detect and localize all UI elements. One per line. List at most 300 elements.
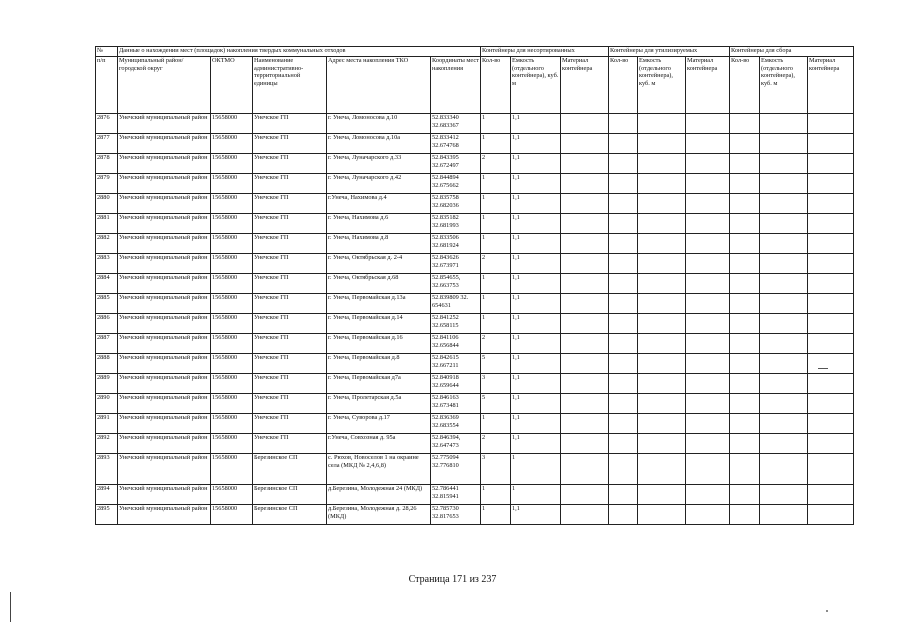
- row-number: 2891: [96, 414, 118, 434]
- row-number: 2893: [96, 454, 118, 485]
- empty-cell: [686, 214, 730, 234]
- table-row: [96, 505, 854, 525]
- address-cell: г. Унеча, Нахимова д.6: [327, 214, 431, 234]
- territory-cell: Унечское ГП: [253, 174, 327, 194]
- empty-cell: [561, 134, 609, 154]
- row-number: 2882: [96, 234, 118, 254]
- table-row: [96, 374, 854, 394]
- coords-cell: 52.835182 32.681993: [431, 214, 481, 234]
- address-cell: г. Унеча, Ломоносова д.10: [327, 114, 431, 134]
- empty-cell: [730, 134, 760, 154]
- capacity-cell: 1,1: [511, 194, 561, 214]
- oktmo-cell: 15658000: [211, 454, 253, 485]
- row-number: 2880: [96, 194, 118, 214]
- qty-cell: 2: [481, 334, 511, 354]
- capacity-cell: 1,1: [511, 214, 561, 234]
- table-row: [96, 434, 854, 454]
- empty-cell: [561, 294, 609, 314]
- qty-cell: 2: [481, 154, 511, 174]
- empty-cell: [609, 314, 638, 334]
- territory-cell: Березинское СП: [253, 505, 327, 525]
- table-row: [96, 234, 854, 254]
- district-cell: Унечский муниципальный район: [118, 194, 211, 214]
- qty-cell: 1: [481, 174, 511, 194]
- district-cell: Унечский муниципальный район: [118, 114, 211, 134]
- header-pp: п/п: [96, 57, 118, 114]
- empty-cell: [638, 454, 686, 485]
- table-row: [96, 314, 854, 334]
- coords-cell: 52.840918 32.659644: [431, 374, 481, 394]
- qty-cell: 3: [481, 454, 511, 485]
- oktmo-cell: 15658000: [211, 234, 253, 254]
- waste-sites-table: [95, 46, 854, 525]
- capacity-cell: 1,1: [511, 374, 561, 394]
- table-row: [96, 254, 854, 274]
- row-number: 2881: [96, 214, 118, 234]
- oktmo-cell: 15658000: [211, 485, 253, 505]
- coords-cell: 52.843395 32.672497: [431, 154, 481, 174]
- empty-cell: [609, 354, 638, 374]
- territory-cell: Унечское ГП: [253, 114, 327, 134]
- coords-cell: 52.841252 32.658115: [431, 314, 481, 334]
- oktmo-cell: 15658000: [211, 134, 253, 154]
- empty-cell: [609, 434, 638, 454]
- address-cell: д.Березина, Молодежная д. 28,26 (МКД): [327, 505, 431, 525]
- capacity-cell: 1,1: [511, 294, 561, 314]
- header-group-collect: Контейнеры для сбора: [730, 47, 854, 57]
- capacity-cell: 1,1: [511, 434, 561, 454]
- territory-cell: Унечское ГП: [253, 254, 327, 274]
- empty-cell: [638, 294, 686, 314]
- empty-cell: [561, 234, 609, 254]
- empty-cell: [686, 194, 730, 214]
- capacity-cell: 1,1: [511, 274, 561, 294]
- header-capacity-collect: Емкость (отдельного контейнера), куб. м: [760, 57, 808, 114]
- empty-cell: [638, 214, 686, 234]
- empty-cell: [808, 314, 854, 334]
- empty-cell: [760, 114, 808, 134]
- header-municipal: Муниципальный район/городской округ: [118, 57, 211, 114]
- oktmo-cell: 15658000: [211, 174, 253, 194]
- empty-cell: [686, 314, 730, 334]
- empty-cell: [561, 505, 609, 525]
- territory-cell: Унечское ГП: [253, 194, 327, 214]
- row-number: 2888: [96, 354, 118, 374]
- header-territory: Наименование административно-территориальной единицы: [253, 57, 327, 114]
- empty-cell: [609, 234, 638, 254]
- empty-cell: [609, 294, 638, 314]
- header-qty-recycle: Кол-во: [609, 57, 638, 114]
- row-number: 2878: [96, 154, 118, 174]
- address-cell: г. Унеча, Нахимова д.8: [327, 234, 431, 254]
- address-cell: г. Унеча, Первомайская д.13а: [327, 294, 431, 314]
- empty-cell: [760, 314, 808, 334]
- territory-cell: Унечское ГП: [253, 354, 327, 374]
- scan-dot: [826, 610, 828, 612]
- empty-cell: [609, 394, 638, 414]
- header-qty-collect: Кол-во: [730, 57, 760, 114]
- empty-cell: [609, 454, 638, 485]
- header-material-recycle: Материал контейнера: [686, 57, 730, 114]
- qty-cell: 1: [481, 134, 511, 154]
- empty-cell: [760, 454, 808, 485]
- empty-cell: [760, 485, 808, 505]
- header-capacity-unsorted: Емкость (отдельного контейнера), куб. м: [511, 57, 561, 114]
- empty-cell: [730, 354, 760, 374]
- district-cell: Унечский муниципальный район: [118, 154, 211, 174]
- empty-cell: [760, 374, 808, 394]
- empty-cell: [808, 485, 854, 505]
- oktmo-cell: 15658000: [211, 334, 253, 354]
- address-cell: г. Унеча, Суворова д.17: [327, 414, 431, 434]
- qty-cell: 1: [481, 214, 511, 234]
- empty-cell: [808, 354, 854, 374]
- capacity-cell: 1,1: [511, 414, 561, 434]
- oktmo-cell: 15658000: [211, 394, 253, 414]
- empty-cell: [808, 254, 854, 274]
- empty-cell: [609, 114, 638, 134]
- table-row: [96, 414, 854, 434]
- territory-cell: Унечское ГП: [253, 134, 327, 154]
- empty-cell: [638, 414, 686, 434]
- header-no: №: [96, 47, 118, 57]
- district-cell: Унечский муниципальный район: [118, 294, 211, 314]
- empty-cell: [609, 505, 638, 525]
- empty-cell: [686, 134, 730, 154]
- empty-cell: [808, 134, 854, 154]
- address-cell: г. Унеча, Октябрьская д.68: [327, 274, 431, 294]
- empty-cell: [760, 354, 808, 374]
- row-number: 2877: [96, 134, 118, 154]
- empty-cell: [760, 394, 808, 414]
- capacity-cell: 1,1: [511, 314, 561, 334]
- empty-cell: [609, 274, 638, 294]
- address-cell: с. Рюхов, Новоселов 1 на окраине села (МКД № 2,4,6,8): [327, 454, 431, 485]
- empty-cell: [760, 214, 808, 234]
- oktmo-cell: 15658000: [211, 154, 253, 174]
- district-cell: Унечский муниципальный район: [118, 505, 211, 525]
- empty-cell: [561, 114, 609, 134]
- territory-cell: Унечское ГП: [253, 154, 327, 174]
- empty-cell: [561, 214, 609, 234]
- empty-cell: [760, 434, 808, 454]
- header-coords: Координаты мест накопления: [431, 57, 481, 114]
- coords-cell: 52.839809 32. 654631: [431, 294, 481, 314]
- empty-cell: [686, 414, 730, 434]
- qty-cell: 5: [481, 354, 511, 374]
- territory-cell: Унечское ГП: [253, 234, 327, 254]
- empty-cell: [760, 194, 808, 214]
- empty-cell: [730, 114, 760, 134]
- table-row: [96, 134, 854, 154]
- empty-cell: [561, 354, 609, 374]
- header-group-location: Данные о нахождении мест (площадок) накопления твердых коммунальных отходов: [118, 47, 481, 57]
- empty-cell: [686, 254, 730, 274]
- empty-cell: [561, 254, 609, 274]
- header-capacity-recycle: Емкость (отдельного контейнера), куб. м: [638, 57, 686, 114]
- empty-cell: [730, 434, 760, 454]
- empty-cell: [561, 154, 609, 174]
- registry-sheet: [95, 46, 854, 525]
- empty-cell: [561, 394, 609, 414]
- address-cell: г. Унеча, Луначарского д.33: [327, 154, 431, 174]
- empty-cell: [609, 485, 638, 505]
- empty-cell: [760, 134, 808, 154]
- empty-cell: [561, 334, 609, 354]
- empty-cell: [561, 485, 609, 505]
- territory-cell: Унечское ГП: [253, 274, 327, 294]
- empty-cell: [638, 234, 686, 254]
- empty-cell: [638, 485, 686, 505]
- coords-cell: 52.785730 32.817653: [431, 505, 481, 525]
- empty-cell: [686, 434, 730, 454]
- empty-cell: [730, 254, 760, 274]
- empty-cell: [686, 485, 730, 505]
- capacity-cell: 1,1: [511, 154, 561, 174]
- address-cell: г. Унеча, Луначарского д.42: [327, 174, 431, 194]
- oktmo-cell: 15658000: [211, 505, 253, 525]
- territory-cell: Унечское ГП: [253, 394, 327, 414]
- empty-cell: [760, 505, 808, 525]
- qty-cell: 5: [481, 394, 511, 414]
- row-number: 2895: [96, 505, 118, 525]
- table-row: [96, 354, 854, 374]
- empty-cell: [808, 334, 854, 354]
- oktmo-cell: 15658000: [211, 434, 253, 454]
- header-row-groups: [96, 47, 854, 57]
- row-number: 2876: [96, 114, 118, 134]
- empty-cell: [730, 394, 760, 414]
- empty-cell: [638, 354, 686, 374]
- empty-cell: [760, 254, 808, 274]
- qty-cell: 1: [481, 314, 511, 334]
- empty-cell: [609, 374, 638, 394]
- capacity-cell: 1,1: [511, 234, 561, 254]
- coords-cell: 52.833340 32.683367: [431, 114, 481, 134]
- header-oktmo: ОКТМО: [211, 57, 253, 114]
- territory-cell: Унечское ГП: [253, 434, 327, 454]
- header-qty-unsorted: Кол-во: [481, 57, 511, 114]
- empty-cell: [808, 374, 854, 394]
- capacity-cell: 1,1: [511, 394, 561, 414]
- empty-cell: [609, 254, 638, 274]
- header-group-recycle: Контейнеры для утилизируемых: [609, 47, 730, 57]
- row-number: 2879: [96, 174, 118, 194]
- empty-cell: [638, 154, 686, 174]
- empty-cell: [609, 214, 638, 234]
- empty-cell: [561, 454, 609, 485]
- empty-cell: [808, 194, 854, 214]
- empty-cell: [730, 214, 760, 234]
- district-cell: Унечский муниципальный район: [118, 354, 211, 374]
- row-number: 2892: [96, 434, 118, 454]
- empty-cell: [638, 274, 686, 294]
- page-number: Страница 171 из 237: [408, 574, 497, 585]
- coords-cell: 52.843626 32.673971: [431, 254, 481, 274]
- coords-cell: 52.854655, 32.663753: [431, 274, 481, 294]
- coords-cell: 52.846394, 32.647473: [431, 434, 481, 454]
- empty-cell: [638, 254, 686, 274]
- district-cell: Унечский муниципальный район: [118, 374, 211, 394]
- header-address: Адрес места накопления ТКО: [327, 57, 431, 114]
- capacity-cell: 1,1: [511, 254, 561, 274]
- table-row: [96, 194, 854, 214]
- oktmo-cell: 15658000: [211, 354, 253, 374]
- territory-cell: Унечское ГП: [253, 214, 327, 234]
- coords-cell: 52.833412 32.674768: [431, 134, 481, 154]
- empty-cell: [808, 114, 854, 134]
- empty-cell: [808, 154, 854, 174]
- empty-cell: [808, 174, 854, 194]
- table-row: [96, 114, 854, 134]
- header-row-columns: [96, 57, 854, 114]
- empty-cell: [730, 294, 760, 314]
- empty-cell: [730, 274, 760, 294]
- empty-cell: [561, 374, 609, 394]
- territory-cell: Березинское СП: [253, 485, 327, 505]
- empty-cell: [730, 234, 760, 254]
- empty-cell: [686, 114, 730, 134]
- empty-cell: [730, 374, 760, 394]
- empty-cell: [609, 134, 638, 154]
- empty-cell: [808, 505, 854, 525]
- row-number: 2887: [96, 334, 118, 354]
- empty-cell: [730, 314, 760, 334]
- empty-cell: [686, 154, 730, 174]
- district-cell: Унечский муниципальный район: [118, 314, 211, 334]
- qty-cell: 1: [481, 505, 511, 525]
- empty-cell: [561, 314, 609, 334]
- district-cell: Унечский муниципальный район: [118, 174, 211, 194]
- oktmo-cell: 15658000: [211, 214, 253, 234]
- empty-cell: [760, 154, 808, 174]
- empty-cell: [609, 154, 638, 174]
- empty-cell: [808, 414, 854, 434]
- row-number: 2886: [96, 314, 118, 334]
- coords-cell: 52.835758 32.682036: [431, 194, 481, 214]
- qty-cell: 1: [481, 114, 511, 134]
- capacity-cell: 1: [511, 454, 561, 485]
- coords-cell: 52.775094 32.776810: [431, 454, 481, 485]
- capacity-cell: 1,1: [511, 505, 561, 525]
- district-cell: Унечский муниципальный район: [118, 485, 211, 505]
- oktmo-cell: 15658000: [211, 414, 253, 434]
- header-group-unsorted: Контейнеры для несортированных: [481, 47, 609, 57]
- address-cell: г. Унеча, Октябрьская д. 2-4: [327, 254, 431, 274]
- empty-cell: [638, 134, 686, 154]
- empty-cell: [686, 274, 730, 294]
- empty-cell: [561, 434, 609, 454]
- address-cell: г. Унеча, Пролетарская д.5а: [327, 394, 431, 414]
- empty-cell: [686, 174, 730, 194]
- address-cell: д.Березина, Молодежная 24 (МКД): [327, 485, 431, 505]
- coords-cell: 52.786441 32.815941: [431, 485, 481, 505]
- district-cell: Унечский муниципальный район: [118, 334, 211, 354]
- empty-cell: [686, 354, 730, 374]
- empty-cell: [561, 414, 609, 434]
- empty-cell: [808, 434, 854, 454]
- oktmo-cell: 15658000: [211, 314, 253, 334]
- row-number: 2890: [96, 394, 118, 414]
- coords-cell: 52.842615 32.667211: [431, 354, 481, 374]
- district-cell: Унечский муниципальный район: [118, 234, 211, 254]
- district-cell: Унечский муниципальный район: [118, 394, 211, 414]
- empty-cell: [686, 294, 730, 314]
- address-cell: г. Унеча, Первомайская д.8: [327, 354, 431, 374]
- oktmo-cell: 15658000: [211, 374, 253, 394]
- empty-cell: [561, 174, 609, 194]
- empty-cell: [686, 334, 730, 354]
- empty-cell: [561, 274, 609, 294]
- empty-cell: [638, 374, 686, 394]
- oktmo-cell: 15658000: [211, 194, 253, 214]
- empty-cell: [730, 505, 760, 525]
- empty-cell: [638, 505, 686, 525]
- district-cell: Унечский муниципальный район: [118, 134, 211, 154]
- capacity-cell: 1,1: [511, 354, 561, 374]
- header-material-unsorted: Материал контейнера: [561, 57, 609, 114]
- empty-cell: [686, 234, 730, 254]
- qty-cell: 2: [481, 254, 511, 274]
- qty-cell: 1: [481, 414, 511, 434]
- empty-cell: [760, 274, 808, 294]
- empty-cell: [808, 294, 854, 314]
- empty-cell: [760, 334, 808, 354]
- header-material-collect: Материал контейнера: [808, 57, 854, 114]
- table-row: [96, 174, 854, 194]
- table-row: [96, 485, 854, 505]
- empty-cell: [808, 274, 854, 294]
- table-row: [96, 454, 854, 485]
- coords-cell: 52.846163 32.673481: [431, 394, 481, 414]
- territory-cell: Унечское ГП: [253, 314, 327, 334]
- district-cell: Унечский муниципальный район: [118, 214, 211, 234]
- table-row: [96, 274, 854, 294]
- stray-mark: [818, 368, 828, 369]
- empty-cell: [686, 454, 730, 485]
- oktmo-cell: 15658000: [211, 254, 253, 274]
- empty-cell: [609, 194, 638, 214]
- qty-cell: 1: [481, 294, 511, 314]
- empty-cell: [638, 434, 686, 454]
- empty-cell: [638, 314, 686, 334]
- empty-cell: [760, 294, 808, 314]
- oktmo-cell: 15658000: [211, 114, 253, 134]
- empty-cell: [760, 234, 808, 254]
- qty-cell: 3: [481, 374, 511, 394]
- empty-cell: [609, 334, 638, 354]
- address-cell: г.Унеча, Нахимова д.4: [327, 194, 431, 214]
- qty-cell: 1: [481, 234, 511, 254]
- empty-cell: [808, 394, 854, 414]
- territory-cell: Унечское ГП: [253, 414, 327, 434]
- empty-cell: [638, 334, 686, 354]
- empty-cell: [808, 454, 854, 485]
- empty-cell: [730, 485, 760, 505]
- district-cell: Унечский муниципальный район: [118, 434, 211, 454]
- district-cell: Унечский муниципальный район: [118, 274, 211, 294]
- address-cell: г. Унеча, Первомайская д7а: [327, 374, 431, 394]
- binding-mark: [10, 592, 11, 622]
- row-number: 2889: [96, 374, 118, 394]
- empty-cell: [638, 114, 686, 134]
- empty-cell: [686, 505, 730, 525]
- qty-cell: 1: [481, 485, 511, 505]
- district-cell: Унечский муниципальный район: [118, 454, 211, 485]
- capacity-cell: 1,1: [511, 334, 561, 354]
- address-cell: г. Унеча, Первомайская д.14: [327, 314, 431, 334]
- row-number: 2894: [96, 485, 118, 505]
